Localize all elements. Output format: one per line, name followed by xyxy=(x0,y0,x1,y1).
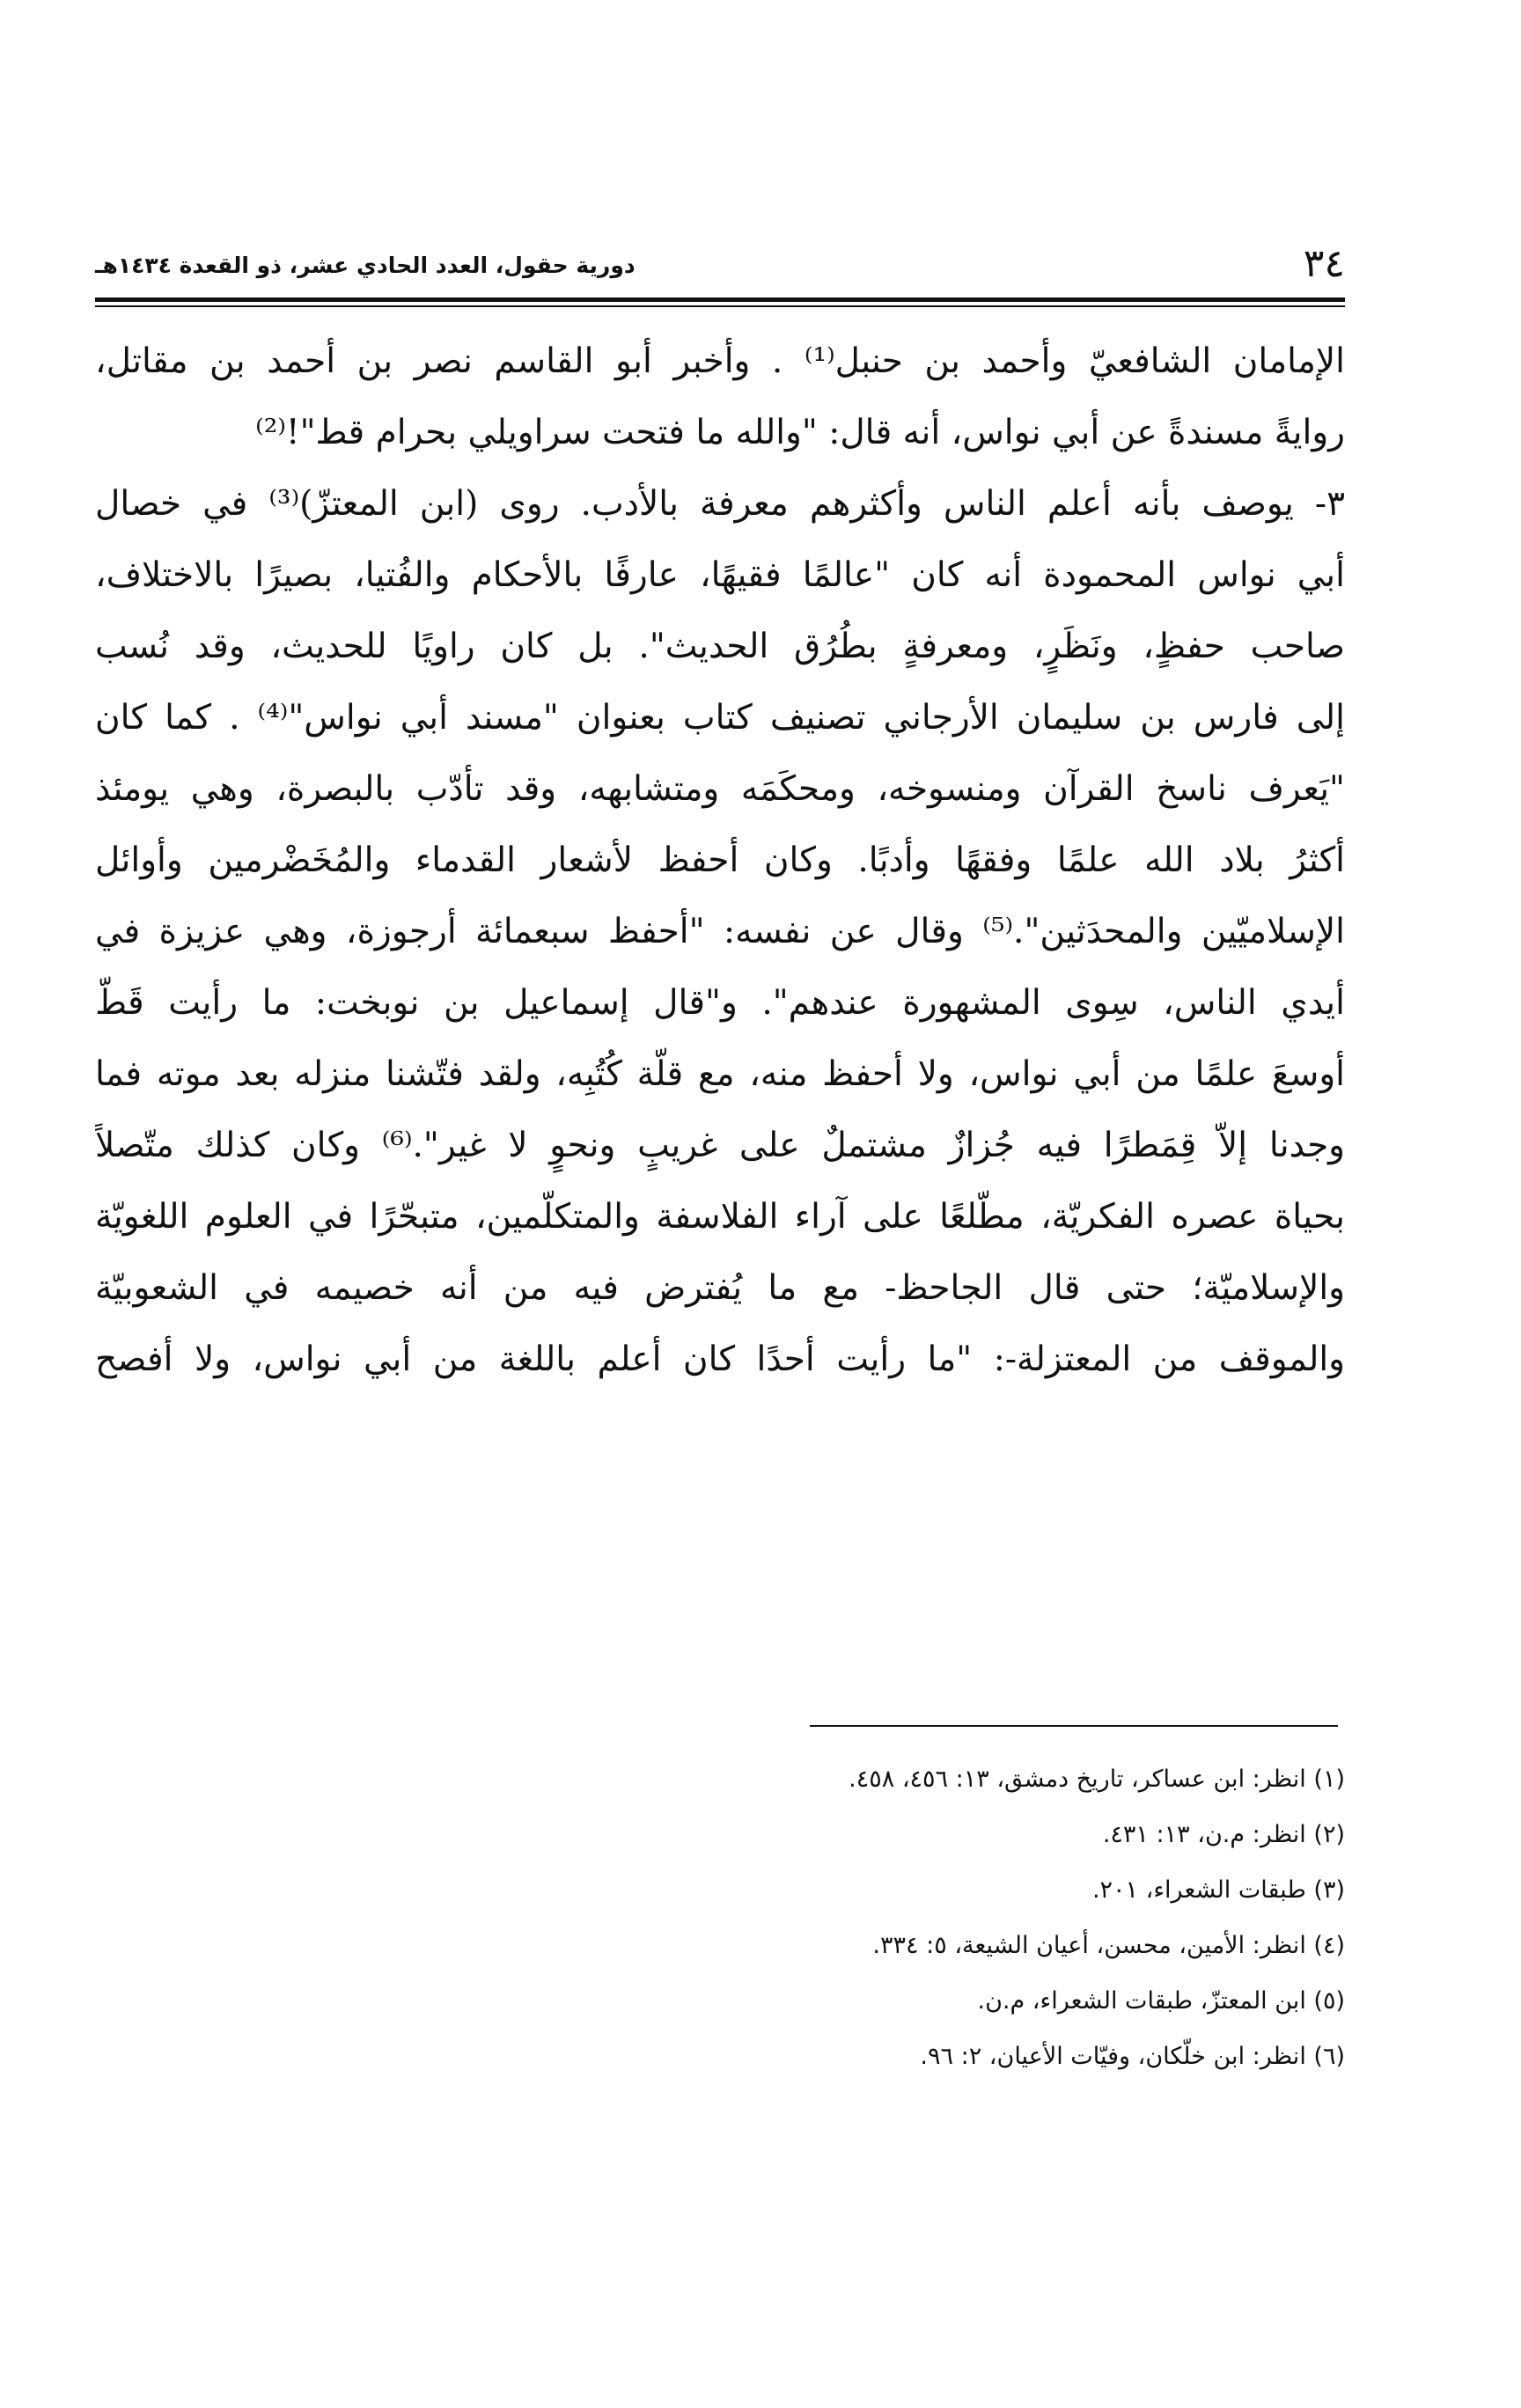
body-line: الإمامان الشافعيّ وأحمد بن حنبل⁽¹⁾ . وأخبر أبو القاسم نصر بن أحمد بن مقاتل، xyxy=(95,341,1345,381)
footnote: (٣) طبقات الشعراء، ٢٠١. xyxy=(1091,1876,1345,1904)
footnotes xyxy=(333,1751,1345,2084)
body-line: أوسعَ علمًا من أبي نواس، ولا أحفظ منه، مع قلّة كُتُبِه، ولقد فتّشنا منزله بعد موته فما xyxy=(95,1054,1345,1094)
body-line: "يَعرف ناسخ القرآن ومنسوخه، ومحكَمَه ومتشابهه، وقد تأدّب بالبصرة، وهي يومئذ xyxy=(95,769,1345,809)
body-line: صاحب حفظٍ، ونَظَرٍ، ومعرفةٍ بطُرُق الحديث". بل كان راويًا للحديث، وقد نُسب xyxy=(95,627,1345,666)
body-line: والموقف من المعتزلة-: "ما رأيت أحدًا كان أعلم باللغة من أبي نواس، ولا أفصح xyxy=(95,1340,1345,1379)
body-line: أيدي الناس، سِوى المشهورة عندهم". و"قال إسماعيل بن نوبخت: ما رأيت قَطّ xyxy=(95,983,1345,1023)
footnote-separator xyxy=(810,1725,1338,1727)
body-line: ٣- يوصف بأنه أعلم الناس وأكثرهم معرفة بالأدب. روى (ابن المعتزّ)⁽³⁾ في خصال xyxy=(95,484,1345,524)
footnote: (٤) انظر: الأمين، محسن، أعيان الشيعة، ٥: ٣٣٤. xyxy=(872,1932,1345,1959)
body-line: أكثرُ بلاد الله علمًا وفقهًا وأدبًا. وكان أحفظ لأشعار القدماء والمُخَضْرمين وأوائل xyxy=(95,841,1345,880)
body-line: بحياة عصره الفكريّة، مطّلعًا على آراء الفلاسفة والمتكلّمين، متبحّرًا في العلوم اللغويّة xyxy=(95,1197,1345,1237)
page-number: ٣٤ xyxy=(1303,241,1345,286)
page-header xyxy=(95,238,1345,290)
body-line: روايةً مسندةً عن أبي نواس، أنه قال: "والله ما فتحت سراويلي بحرام قط"!⁽²⁾ xyxy=(255,413,1345,452)
body-line: أبي نواس المحمودة أنه كان "عالمًا فقيهًا، عارفًا بالأحكام والفُتيا، بصيرًا بالاختلاف، xyxy=(95,555,1345,595)
body-line: إلى فارس بن سليمان الأرجاني تصنيف كتاب بعنوان "مسند أبي نواس"⁽⁴⁾ . كما كان xyxy=(95,698,1345,738)
footnote: (٥) ابن المعتزّ، طبقات الشعراء، م.ن. xyxy=(977,1987,1345,2015)
body-line: وجدنا إلاّ قِمَطرًا فيه جُزازٌ مشتملٌ على غريبٍ ونحوٍ لا غير".⁽⁶⁾ وكان كذلك متّصلاً xyxy=(95,1126,1345,1165)
running-title: دورية حقول، العدد الحادي عشر، ذو القعدة ١٤٣٤هـ xyxy=(95,253,636,278)
body-line: والإسلاميّة؛ حتى قال الجاحظ- مع ما يُفترض فيه من أنه خصيمه في الشعوبيّة xyxy=(95,1268,1345,1308)
footnote: (٢) انظر: م.ن، ١٣: ٤٣١. xyxy=(1102,1821,1345,1848)
header-rule-thin xyxy=(95,305,1345,307)
footnote: (٦) انظر: ابن خلّكان، وفيّات الأعيان، ٢: ٩٦. xyxy=(920,2043,1345,2070)
body-line: الإسلاميّين والمحدَثين".⁽⁵⁾ وقال عن نفسه: "أحفظ سبعمائة أرجوزة، وهي عزيزة في xyxy=(95,912,1345,951)
footnote: (١) انظر: ابن عساكر، تاريخ دمشق، ١٣: ٤٥٦، ٤٥٨. xyxy=(849,1766,1345,1793)
body-text xyxy=(95,326,1345,1395)
header-rule-thick xyxy=(95,297,1345,302)
